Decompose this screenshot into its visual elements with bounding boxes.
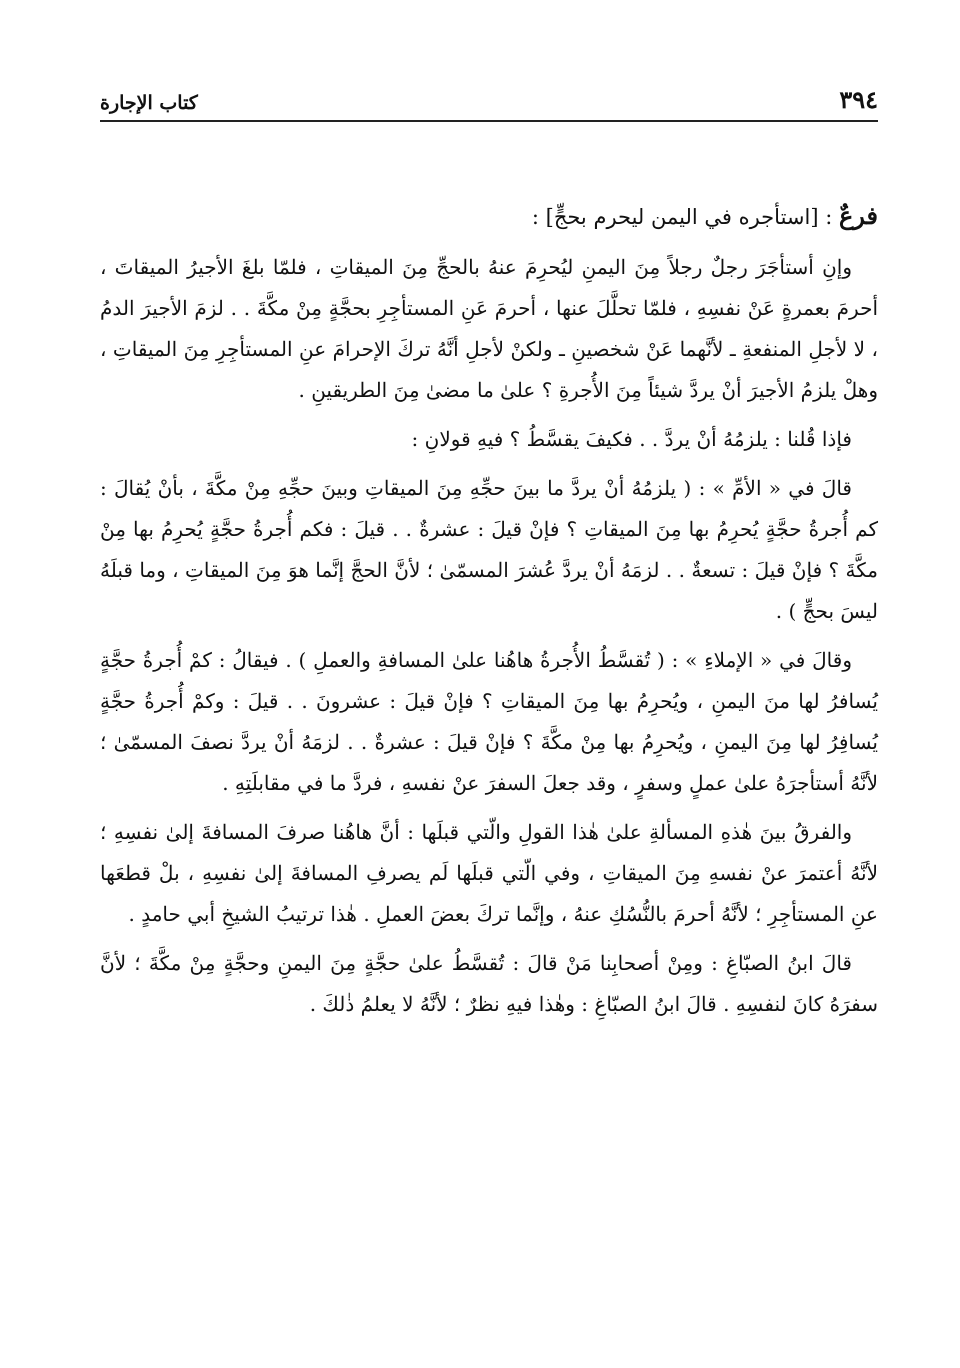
section-label: فرعٌ bbox=[838, 201, 878, 230]
running-header bbox=[100, 78, 878, 122]
page-number: ٣٩٤ bbox=[839, 85, 878, 114]
section-heading bbox=[100, 192, 878, 241]
paragraph-3: قالَ في « الأمِّ » : ( يلزمُهُ أنْ يردَّ ما بينَ حجِّهِ مِنَ الميقاتِ وبينَ حجِّهِ مِنْ مكَّةَ ، بأنْ يُقالَ : كم أُجرةُ حجَّةٍ يُحرِمُ بها مِنَ الميقاتِ ؟ فإنْ قيلَ : عشرةٌ . . قيلَ : فكم أُجرةُ حجَّةٍ يُحرِمُ بها مِنْ مكَّةَ ؟ فإنْ قيلَ : تسعةٌ . . لزمَهُ أنْ يردَّ عُشرَ المسمّىٰ ؛ لأنَّ الحجَّ إنَّما هوَ مِنَ الميقاتِ ، وما قبلَهُ ليسَ بحجٍّ ) . bbox=[100, 476, 878, 623]
page-content bbox=[100, 192, 878, 1033]
paragraph-1: وإنِ أستأجَرَ رجلٌ رجلاً مِنَ اليمنِ ليُحرِمَ عنهُ بالحجِّ مِنَ الميقاتِ ، فلمّا بلغَ الأجيرُ الميقاتَ ، أحرمَ بعمرةٍ عَنْ نفسِهِ ، فلمّا تحلَّلَ عنها ، أحرمَ عَنِ المستأجِرِ بحجَّةٍ مِنْ مكَّةَ . . لزمَ الأجيرَ الدمُ ، لا لأجلِ المنفعةِ ـ لأنَّهما عَنْ شخصينِ ـ ولكنْ لأجلِ أنَّهُ تركَ الإحرامَ عنِ المستأجِرِ مِنَ الميقاتِ ، وهلْ يلزمُ الأجيرَ أنْ يردَّ شيئاً مِنَ الأُجرةِ ؟ علىٰ ما مضىٰ مِنَ الطريقينِ . bbox=[100, 255, 878, 402]
paragraph-2: فإذا قُلنا : يلزمُهُ أنْ يردَّ . . فكيفَ يقسَّطُ ؟ فيهِ قولانِ : bbox=[411, 427, 852, 451]
paragraph-5: والفرقُ بينَ هٰذهِ المسألةِ علىٰ هٰذا القولِ والّتي قبلَها : أنَّ هاهُنا صرفَ المسافةَ إلىٰ نفسِهِ ؛ لأنَّهُ أعتمرَ عنْ نفسهِ مِنَ الميقاتِ ، وفي الّتي قبلَها لَم يصرفِ المسافةَ إلىٰ نفسِهِ ، بلْ قطعَها عنِ المستأجِرِ ؛ لأنَّهُ أحرمَ بالنُّسُكِ عنهُ ، وإنَّما تركَ بعضَ العملِ . هٰذا ترتيبُ الشيخِ أبي حامدٍ . bbox=[100, 820, 878, 926]
book-page bbox=[100, 0, 878, 1368]
paragraph-6: قالَ ابنُ الصبّاغِ : ومِنْ أصحابِنا مَنْ قالَ : تُقسَّطُ علىٰ حجَّةٍ مِنَ اليمنِ وحجَّةٍ مِنْ مكَّةَ ؛ لأنَّ سفرَهُ كانَ لنفسِهِ . قالَ ابنُ الصبّاغِ : وهٰذا فيهِ نظرٌ ؛ لأنَّهُ لا يعلمُ ذٰلكَ . bbox=[100, 951, 878, 1016]
paragraph-4: وقالَ في « الإملاءِ » : ( تُقسَّطُ الأُجرةُ هاهُنا علىٰ المسافةِ والعملِ ) . فيقالُ : كمْ أُجرةُ حجَّةٍ يُسافرُ لها منَ اليمنِ ، ويُحرِمُ بها مِنَ الميقاتِ ؟ فإنْ قيلَ : عشرونَ . . قيلَ : وكمْ أُجرةُ حجَّةٍ يُسافِرُ لها مِنَ اليمنِ ، ويُحرِمُ بها مِنْ مكَّةَ ؟ فإنْ قيلَ : عشرةٌ . . لزمَهُ أنْ يردَّ نصفَ المسمّىٰ ؛ لأنَّهُ أستأجرَهُ علىٰ عملٍ وسفرٍ ، وقد جعلَ السفرَ عنْ نفسهِ ، فردَّ ما في مقابلَتِهِ . bbox=[100, 648, 878, 795]
book-title: كتاب الإجارة bbox=[100, 92, 198, 114]
section-title: : [استأجره في اليمن ليحرم بحجٍّ] : bbox=[531, 205, 839, 229]
